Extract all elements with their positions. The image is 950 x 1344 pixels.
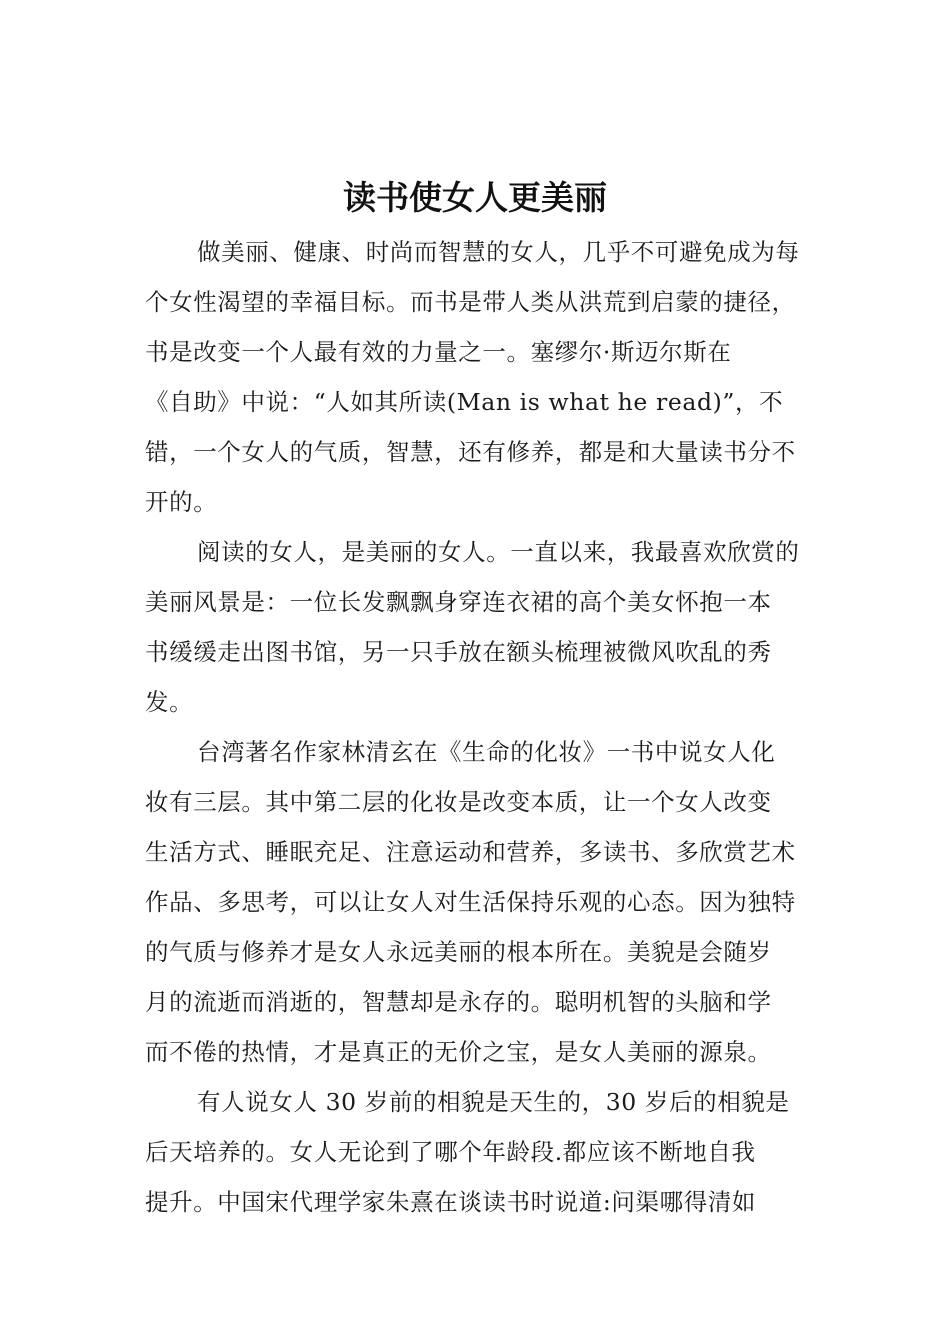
text-line: 后天培养的。女人无论到了哪个年龄段.都应该不断地自我	[145, 1138, 756, 1166]
text-line: 有人说女人 30 岁前的相貌是天生的，30 岁后的相貌是	[197, 1088, 790, 1116]
text-line: 阅读的女人，是美丽的女人。一直以来，我最喜欢欣赏的	[197, 538, 800, 566]
document-title: 读书使女人更美丽	[343, 178, 607, 217]
text-line: 个女性渴望的幸福目标。而书是带人类从洪荒到启蒙的捷径，	[145, 288, 796, 316]
text-line: 而不倦的热情，才是真正的无价之宝，是女人美丽的源泉。	[145, 1038, 772, 1066]
text-line: 提升。中国宋代理学家朱熹在谈读书时说道:问渠哪得清如	[145, 1188, 757, 1216]
text-line: 开的。	[145, 488, 218, 516]
document-body	[145, 227, 815, 1227]
text-line: 月的流逝而消逝的，智慧却是永存的。聪明机智的头脑和学	[145, 988, 772, 1016]
text-line: 做美丽、健康、时尚而智慧的女人，几乎不可避免成为每	[197, 238, 800, 266]
text-line: 台湾著名作家林清玄在《生命的化妆》一书中说女人化	[197, 738, 776, 766]
text-line: 书缓缓走出图书馆，另一只手放在额头梳理被微风吹乱的秀	[145, 638, 772, 666]
text-line: 生活方式、睡眠充足、注意运动和营养，多读书、多欣赏艺术	[145, 838, 796, 866]
text-line: 书是改变一个人最有效的力量之一。塞缪尔·斯迈尔斯在	[145, 338, 732, 366]
text-line: 美丽风景是：一位长发飘飘身穿连衣裙的高个美女怀抱一本	[145, 588, 772, 616]
text-line: 错，一个女人的气质，智慧，还有修养，都是和大量读书分不	[145, 438, 796, 466]
text-line: 的气质与修养才是女人永远美丽的根本所在。美貌是会随岁	[145, 938, 772, 966]
text-line: 发。	[145, 688, 194, 716]
text-line: 《自助》中说：“人如其所读(Man is what he read)”，不	[145, 388, 784, 416]
text-line: 妆有三层。其中第二层的化妆是改变本质，让一个女人改变	[145, 788, 772, 816]
text-line: 作品、多思考，可以让女人对生活保持乐观的心态。因为独特	[145, 888, 796, 916]
